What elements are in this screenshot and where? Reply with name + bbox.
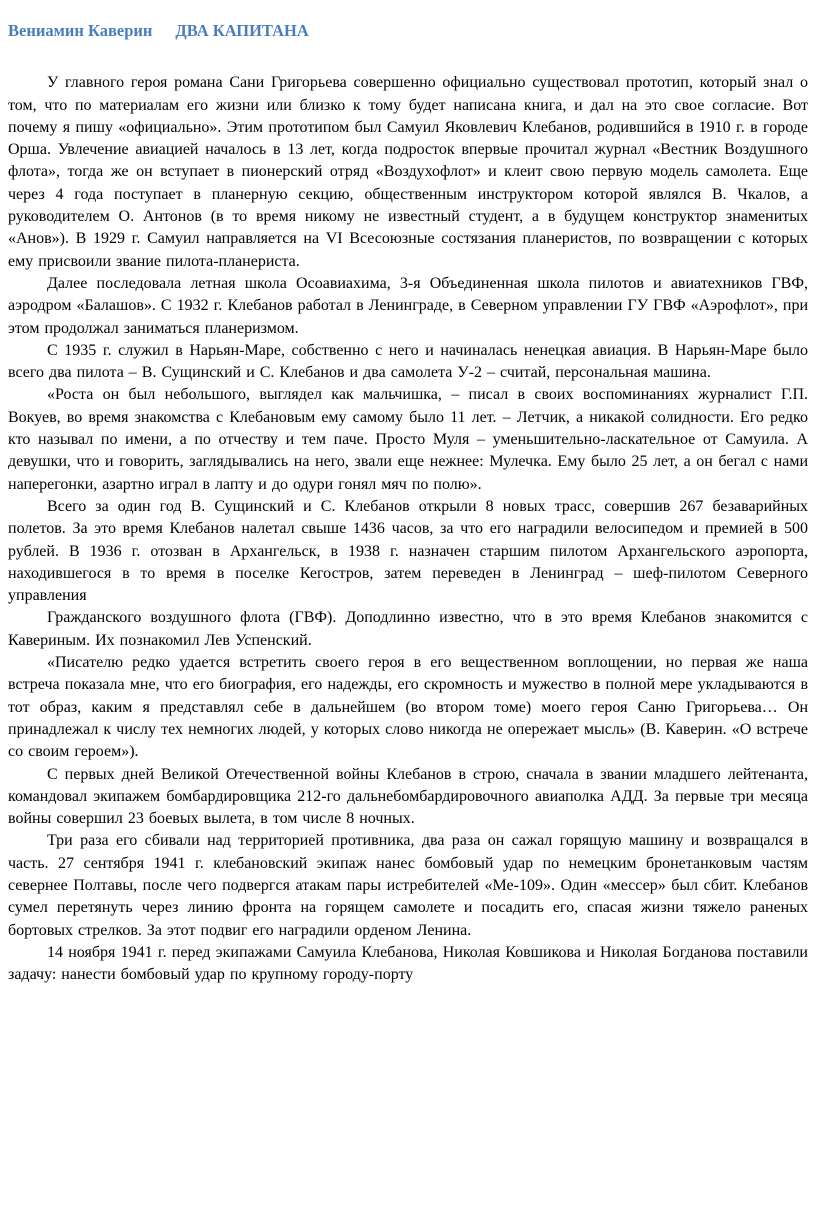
author-name: Вениамин Каверин	[8, 21, 153, 40]
paragraph: «Писателю редко удается встретить своего героя в его вещественном воплощении, но первая же наша встреча показала мне, что его биография, его надежды, его скромность и мужество в полной мере укладываются в тот образ, каким я представлял себе в дальнейшем (во втором томе) моего героя Саню Григорьева… Он принадлежал к числу тех немногих людей, у которых слово никогда не опережает мысль» (В. Каверин. «О встрече со своим героем»).	[8, 654, 808, 761]
paragraph: 14 ноября 1941 г. перед экипажами Самуила Клебанова, Николая Ковшикова и Николая Богданова поставили задачу: нанести бомбовый удар по крупному городу-порту	[8, 943, 808, 984]
paragraph: Гражданского воздушного флота (ГВФ). Доподлинно известно, что в это время Клебанов знакомится с Кавериным. Их познакомил Лев Успенский.	[8, 609, 808, 649]
paragraph: У главного героя романа Сани Григорьева совершенно официально существовал прототип, который знал о том, что по материалам его жизни или близко к тому будет написана книга, и дал на это свое согласие. Вот почему я пишу «официально». Этим прототипом был Самуил Яковлевич Клебанов, родившийся в 1910 г. в городе Орша. Увлечение авиацией началось в 13 лет, когда подросток впервые прочитал журнал «Вестник Воздушного флота», тогда же он вступает в пионерский отряд «Воздухофлот» и клеит свою первую модель самолета. Еще через 4 года поступает в планерную секцию, общественным инструктором которой являлся В. Чкалов, а руководителем О. Антонов (в то время никому не известный студент, а в будущем конструктор знаменитых «Анов»). В 1929 г. Самуил направляется на VI Всесоюзные состязания планеристов, по возвращении с которых ему присвоили звание пилота-планериста.	[8, 74, 808, 270]
paragraph: «Роста он был небольшого, выглядел как мальчишка, – писал в своих воспоминаниях журналист Г.П. Вокуев, во время знакомства с Клебановым ему самому было 11 лет. – Летчик, а никакой солидности. Его редко кто называл по имени, а по отчеству и тем паче. Просто Муля – уменьшительно-ласкательное от Самуила. А девушки, что и говорить, заглядывались на него, звали еще нежнее: Мулечка. Ему было 25 лет, а он бегал с нами наперегонки, азартно играл в лапту и до одури гонял мяч по полю».	[8, 386, 808, 493]
paragraph: С 1935 г. служил в Нарьян-Маре, собственно с него и начиналась ненецкая авиация. В Нарьян-Маре было всего два пилота – В. Сущинский и С. Клебанов и два самолета У-2 – считай, персональная машина.	[8, 341, 808, 382]
book-title: ДВА КАПИТАНА	[175, 21, 309, 40]
paragraph: С первых дней Великой Отечественной войны Клебанов в строю, сначала в звании младшего лейтенанта, командовал экипажем бомбардировщика 212-го дальнебомбардировочного авиаполка АДД. За первые три месяца войны совершил 23 боевых вылета, в том числе 8 ночных.	[8, 765, 808, 828]
paragraph: Три раза его сбивали над территорией противника, два раза он сажал горящую машину и возвращался в часть. 27 сентября 1941 г. клебановский экипаж нанес бомбовый удар по немецким бронетанковым частям севернее Полтавы, после чего подвергся атакам пары истребителей «Ме-109». Один «мессер» был сбит. Клебанов сумел перетянуть через линию фронта на горящем самолете и посадить его, спасая жизни тяжело раненых бортовых стрелков. За этот подвиг его наградили орденом Ленина.	[8, 832, 808, 939]
paragraph: Всего за один год В. Сущинский и С. Клебанов открыли 8 новых трасс, совершив 267 безаварийных полетов. За это время Клебанов налетал свыше 1436 часов, за что его наградили велосипедом и премией в 500 рублей. В 1936 г. отозван в Архангельск, в 1938 г. назначен старшим пилотом Архангельского аэропорта, находившегося в то время в поселке Кегостров, затем переведен в Ленинград – шеф-пилотом Северного управления	[8, 497, 808, 605]
document-heading	[8, 20, 808, 42]
paragraph: Далее последовала летная школа Осоавиахима, 3-я Объединенная школа пилотов и авиатехников ГВФ, аэродром «Балашов». С 1932 г. Клебанов работал в Ленинграде, в Северном управлении ГУ ГВФ «Аэрофлот», при этом продолжал заниматься планеризмом.	[8, 274, 808, 337]
